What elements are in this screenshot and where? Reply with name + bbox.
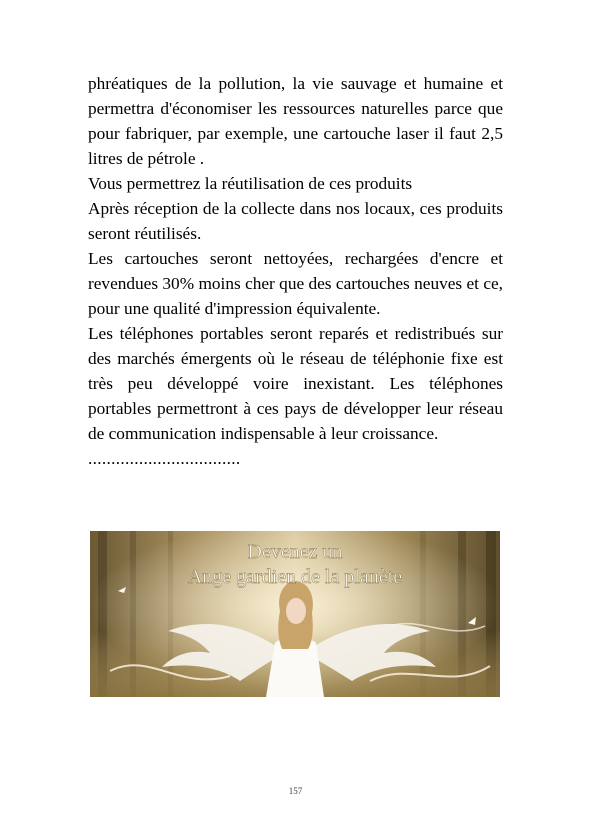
paragraph-cartouches: Les cartouches seront nettoyées, rechargées d'encre et revendues 30% moins cher que des cartouches neuves et ce, pour une qualité d'impression équivalente. xyxy=(88,249,503,318)
illustration-title-line1: Devenez un xyxy=(247,541,343,563)
body-text xyxy=(88,71,503,471)
paragraph-pollution: phréatiques de la pollution, la vie sauvage et humaine et permettra d'économiser les ressources naturelles parce que pour fabriquer, par exemple, une cartouche laser il faut 2,5 litres de pétrole . xyxy=(88,74,503,168)
angel-illustration xyxy=(90,531,500,697)
page-number: 157 xyxy=(288,786,303,796)
dotted-separator: ................................. xyxy=(88,449,241,468)
paragraph-telephones: Les téléphones portables seront reparés et redistribués sur des marchés émergents où le réseau de téléphonie fixe est très peu développé voire inexistant. Les téléphones portables permettront à ces pays de développer leur réseau de communication indispensable à leur croissance. xyxy=(88,324,503,443)
paragraph-reutilisation: Vous permettrez la réutilisation de ces produits xyxy=(88,174,413,193)
illustration-title-line2: Ange gardien de la planète xyxy=(187,566,403,588)
paragraph-reception: Après réception de la collecte dans nos locaux, ces produits seront réutilisés. xyxy=(88,199,503,243)
